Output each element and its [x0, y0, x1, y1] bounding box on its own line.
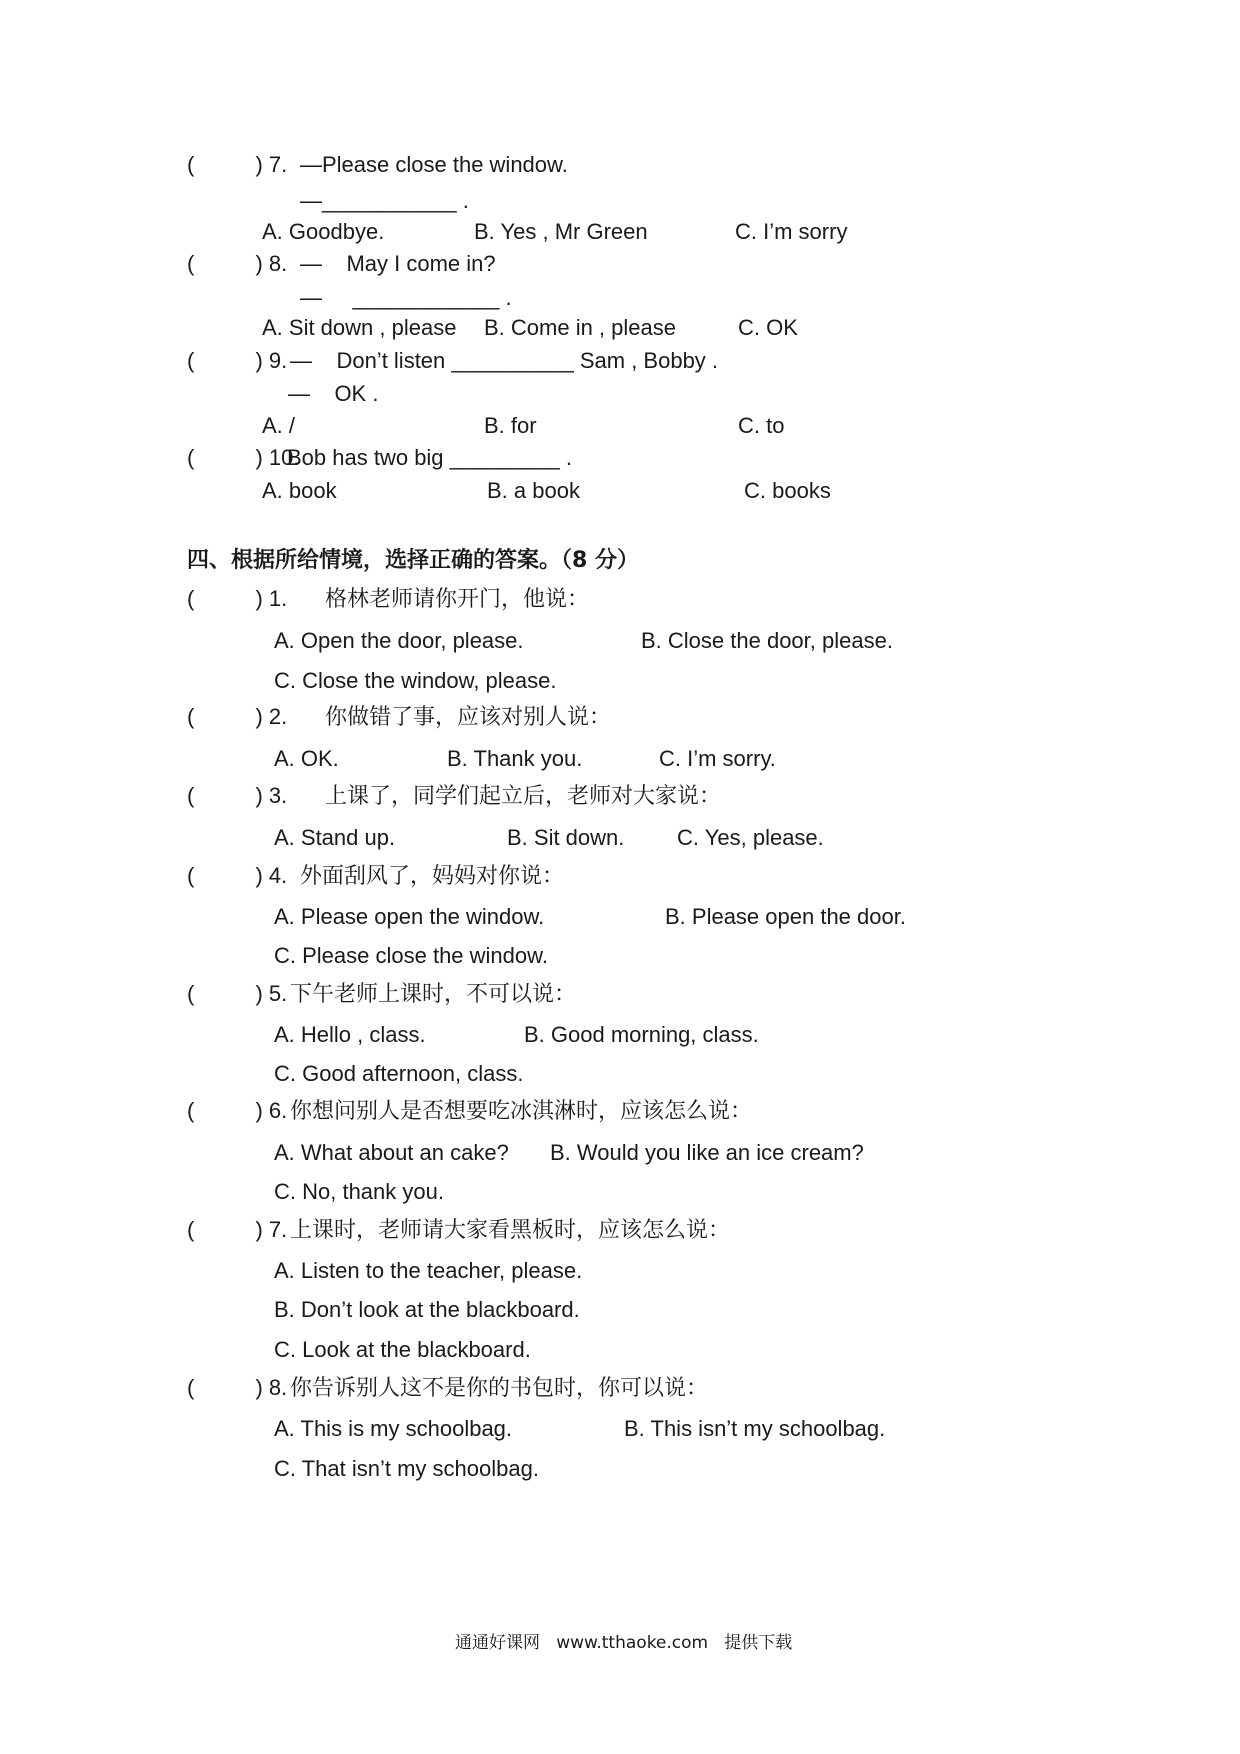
- q3-8-line2: — ____________ .: [300, 285, 512, 310]
- q4-1-prompt: 格林老师请你开门，他说：: [325, 586, 590, 611]
- q4-4-option-b: B. Please open the door.: [665, 904, 906, 929]
- q4-5-prompt: 下午老师上课时，不可以说：: [290, 981, 577, 1006]
- q3-8-option-c: C. OK: [738, 315, 798, 340]
- q3-7-option-c: C. I’m sorry: [735, 219, 848, 244]
- q3-9-line2: — OK .: [288, 381, 379, 406]
- q4-4-option-c: C. Please close the window.: [274, 943, 548, 968]
- q3-7-line2: —___________ .: [300, 188, 469, 213]
- q3-9-number: ( ) 9.: [187, 348, 288, 373]
- q4-1-option-a: A. Open the door, please.: [274, 628, 524, 653]
- q4-8-option-c: C. That isn’t my schoolbag.: [274, 1456, 539, 1481]
- q4-7-option-a: A. Listen to the teacher, please.: [274, 1258, 583, 1283]
- q4-7-option-b: B. Don’t look at the blackboard.: [274, 1297, 580, 1322]
- q4-6-number: ( ) 6.: [187, 1098, 288, 1123]
- q3-10-number: ( ) 10.: [187, 445, 300, 470]
- q4-6-option-a: A. What about an cake?: [274, 1140, 509, 1165]
- q3-9-option-c: C. to: [738, 413, 785, 438]
- q4-4-prompt: 外面刮风了，妈妈对你说：: [300, 863, 565, 888]
- q4-8-number: ( ) 8.: [187, 1375, 288, 1400]
- q4-2-prompt: 你做错了事，应该对别人说：: [325, 704, 612, 729]
- q4-8-prompt: 你告诉别人这不是你的书包时，你可以说：: [290, 1375, 709, 1400]
- q3-10-line1: Bob has two big _________ .: [287, 445, 573, 470]
- q4-3-option-c: C. Yes, please.: [677, 825, 824, 850]
- q4-7-prompt: 上课时，老师请大家看黑板时，应该怎么说：: [290, 1217, 731, 1242]
- q4-4-option-a: A. Please open the window.: [274, 904, 545, 929]
- q3-9-option-b: B. for: [484, 413, 537, 438]
- q4-3-prompt: 上课了，同学们起立后，老师对大家说：: [325, 783, 722, 808]
- q4-8-option-a: A. This is my schoolbag.: [274, 1416, 513, 1441]
- q4-1-option-c: C. Close the window, please.: [274, 668, 557, 693]
- q3-7-number: ( ) 7.: [187, 152, 288, 177]
- q4-2-option-a: A. OK.: [274, 746, 339, 771]
- q4-6-option-c: C. No, thank you.: [274, 1179, 444, 1204]
- q3-8-line1: — May I come in?: [300, 251, 496, 276]
- q3-8-option-a: A. Sit down , please: [262, 315, 457, 340]
- q4-1-option-b: B. Close the door, please.: [641, 628, 893, 653]
- q3-7-option-b: B. Yes , Mr Green: [474, 219, 648, 244]
- q4-5-number: ( ) 5.: [187, 981, 288, 1006]
- q4-7-option-c: C. Look at the blackboard.: [274, 1337, 531, 1362]
- q3-7-line1: —Please close the window.: [300, 152, 568, 177]
- q4-7-number: ( ) 7.: [187, 1217, 288, 1242]
- page-footer: 通通好课网 www.tthaoke.com 提供下载: [455, 1633, 793, 1653]
- q3-10-option-c: C. books: [744, 478, 831, 503]
- q4-3-option-a: A. Stand up.: [274, 825, 396, 850]
- q4-5-option-b: B. Good morning, class.: [524, 1022, 759, 1047]
- q4-3-number: ( ) 3.: [187, 783, 288, 808]
- q4-8-option-b: B. This isn’t my schoolbag.: [624, 1416, 886, 1441]
- q4-4-number: ( ) 4.: [187, 863, 288, 888]
- q3-10-option-b: B. a book: [487, 478, 580, 503]
- q4-5-option-c: C. Good afternoon, class.: [274, 1061, 524, 1086]
- q3-9-line1: — Don’t listen __________ Sam , Bobby .: [290, 348, 719, 373]
- q4-3-option-b: B. Sit down.: [507, 825, 625, 850]
- q3-10-option-a: A. book: [262, 478, 337, 503]
- q4-6-prompt: 你想问别人是否想要吃冰淇淋时，应该怎么说：: [290, 1098, 753, 1123]
- q4-2-option-b: B. Thank you.: [447, 746, 583, 771]
- q3-8-number: ( ) 8.: [187, 251, 288, 276]
- q4-5-option-a: A. Hello , class.: [274, 1022, 426, 1047]
- q3-9-option-a: A. /: [262, 413, 296, 438]
- q3-7-option-a: A. Goodbye.: [262, 219, 385, 244]
- q3-8-option-b: B. Come in , please: [484, 315, 676, 340]
- section-4-heading: 四、根据所给情境，选择正确的答案。（8 分）: [187, 548, 639, 573]
- q4-2-number: ( ) 2.: [187, 704, 288, 729]
- q4-2-option-c: C. I’m sorry.: [659, 746, 776, 771]
- q4-1-number: ( ) 1.: [187, 586, 288, 611]
- q4-6-option-b: B. Would you like an ice cream?: [550, 1140, 864, 1165]
